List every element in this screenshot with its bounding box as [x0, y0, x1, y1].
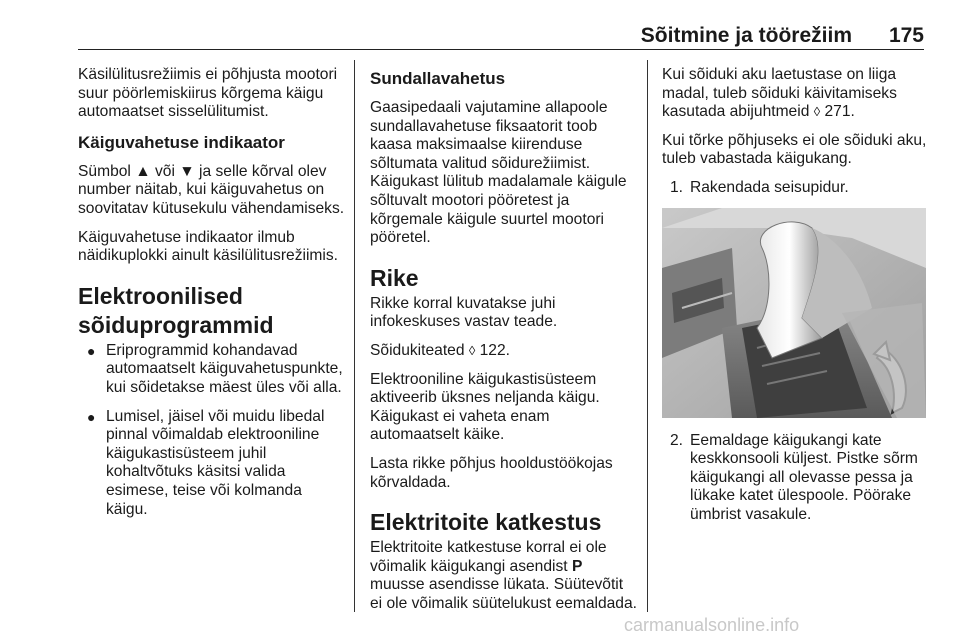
arrow-down-icon: ▼	[179, 162, 195, 180]
programs-list	[78, 342, 346, 519]
power-interruption-heading: Elektritoite katkestus	[370, 509, 602, 536]
column-divider	[647, 60, 648, 612]
list-item: ● Lumisel, jäisel või muidu libedal pinnal võimaldab elektrooniline käigukastisüsteem juhil kohaltvõtuks käsitsi valida esimese, teise või kolmanda käigu.	[87, 407, 325, 518]
vehicle-messages-paragraph: Sõidukiteated ◊ 122.	[370, 341, 510, 359]
indicator-display-paragraph: Käiguvahetuse indikaator ilmub näidikuplokki ainult käsilülitusrežiimis.	[78, 228, 338, 265]
bullet-icon: ●	[87, 408, 96, 425]
release-lever-paragraph: Kui tõrke põhjuseks ei ole sõiduki aku, tuleb vabastada käigukang.	[662, 131, 927, 168]
list-item: ● Eriprogrammid kohandavad automaatselt käiguvahetuspunkte, kui sõidetakse mäest üles või alla.	[87, 341, 343, 396]
shift-indicator-heading: Käiguvahetuse indikaator	[78, 132, 285, 152]
shift-symbol-paragraph: Sümbol ▲ või ▼ ja selle kõrval olev number näitab, kui käiguvahetus on soovitatav kütusekulu vähendamiseks.	[78, 162, 345, 217]
column-divider	[354, 60, 355, 612]
arrow-up-icon: ▲	[135, 162, 151, 180]
page-reference-icon: ◊	[468, 342, 476, 358]
gear-lever-illustration	[662, 208, 926, 418]
driving-programs-heading: Elektroonilised sõiduprogrammid	[78, 282, 274, 338]
battery-paragraph: Kui sõiduki aku laetustase on liiga madal, tuleb sõiduki käivitamiseks kasutada abijuhtmeid ◊ 271.	[662, 66, 897, 121]
power-interruption-paragraph: Elektritoite katkestuse korral ei ole võimalik käigukangi asendist P muusse asendisse lükata. Süütevõtit ei ole võimalik süütelukust eemaldada.	[370, 539, 637, 612]
workshop-paragraph: Lasta rikke põhjus hooldustöökojas kõrvaldada.	[370, 454, 613, 491]
chapter-title: Sõitmine ja töörežiim	[640, 24, 852, 47]
bullet-icon: ●	[87, 342, 96, 359]
steps-list	[662, 432, 930, 525]
page-reference-icon: ◊	[813, 104, 821, 120]
list-item: 1. Rakendada seisupidur.	[670, 178, 849, 196]
fault-heading: Rike	[370, 264, 419, 291]
column-2	[370, 66, 638, 623]
page-header	[78, 24, 924, 50]
page-number: 175	[888, 24, 924, 47]
watermark: carmanualsonline.info	[624, 615, 800, 635]
kickdown-paragraph: Gaasipedaali vajutamine allapoole sundallavahetuse fiksaatorit toob kaasa maksimaalse kiirenduse sõltumata valitud sõidurežiimist. Käigukast lülitub madalamale käigule sõltuvalt mootori pööretest ja kõrgemale käigule suurtel mootori pööretel.	[370, 99, 627, 247]
steps-list	[662, 179, 930, 198]
kickdown-heading: Sundallavahetus	[370, 69, 506, 88]
manual-mode-paragraph: Käsilülitusrežiimis ei põhjusta mootori suur pöörlemiskiirus kõrgema käigu automaatset sisselülitumist.	[78, 66, 338, 121]
list-item: 2. Eemaldage käigukangi kate keskkonsooli küljest. Pistke sõrm käigukangi all olevasse pessa ja lükake katet ülespoole. Pöörake ümbrist vasakule.	[670, 431, 918, 523]
column-1	[78, 66, 346, 529]
column-3	[662, 66, 930, 535]
fault-message-paragraph: Rikke korral kuvatakse juhi infokeskuses vastav teade.	[370, 294, 558, 331]
fourth-gear-paragraph: Elektrooniline käigukastisüsteem aktiveerib üksnes neljanda käigu. Käigukast ei vaheta enam automaatselt käike.	[370, 370, 600, 444]
